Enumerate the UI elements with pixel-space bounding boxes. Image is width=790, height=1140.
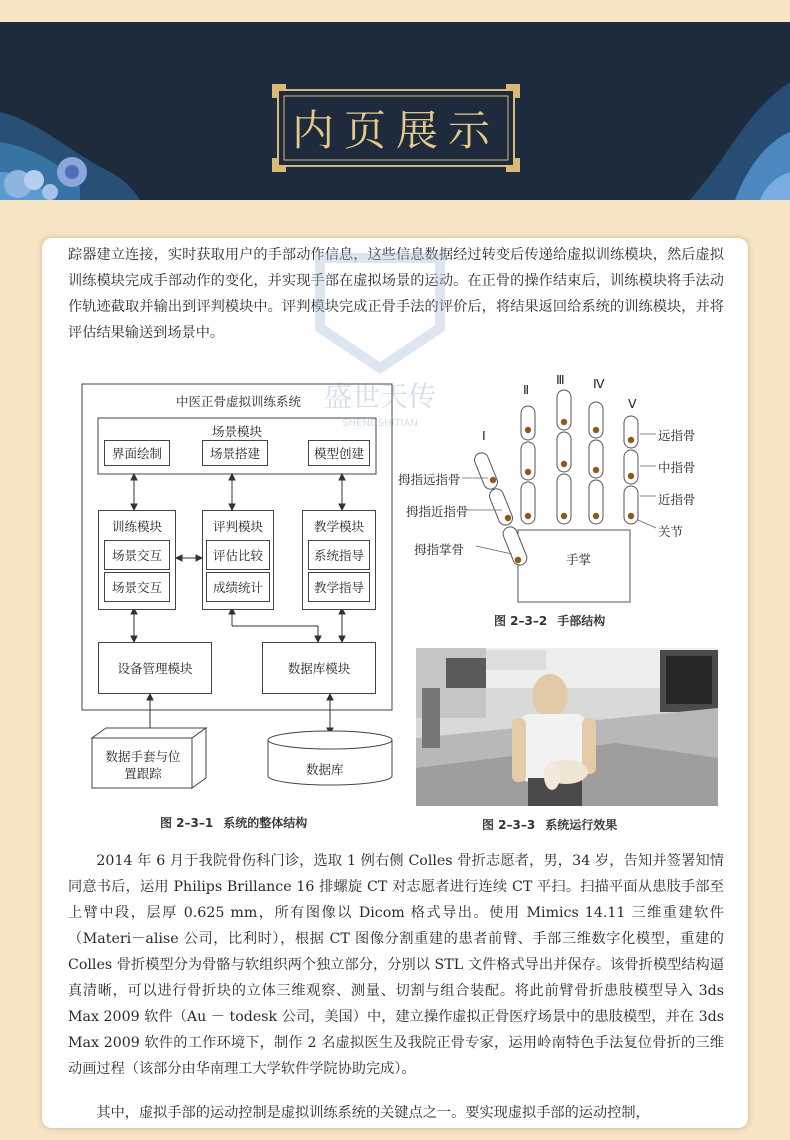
finger-label-4: Ⅳ <box>593 376 605 391</box>
watermark-sub: SHENGSHITIAN <box>342 418 418 429</box>
figure2-caption <box>494 612 605 629</box>
figure3-caption-text: 系统运行效果 <box>545 818 618 832</box>
label-proximal-phalanx: 近指骨 <box>658 492 696 507</box>
title-frame <box>270 82 522 174</box>
finger-label-3: Ⅲ <box>556 372 565 387</box>
teaching-item-2: 教学指导 <box>308 572 370 602</box>
system-title: 中医正骨虚拟训练系统 <box>176 394 302 409</box>
figure1-caption-num: 图 2–3–1 <box>160 816 214 830</box>
device-module: 设备管理模块 <box>98 642 212 694</box>
paragraph-intro: 踪器建立连接，实时获取用户的手部动作信息，这些信息数据经过转变后传递给虚拟训练模块，然后虚拟训练模块完成手部动作的变化，并实现手部在虚拟场景的运动。在正骨的操作结束后，训练模块将手法动作轨迹截取并输出到评判模块中。评判模块完成正骨手法的评价后，将结果返回给系统的训练模块，并将评估结果输送到场景中。 <box>68 247 724 341</box>
header-banner <box>0 22 790 200</box>
label-joint: 关节 <box>658 524 684 539</box>
judge-item-1: 评估比较 <box>206 540 270 570</box>
glove-label: 数据手套与位置跟踪 <box>105 749 181 781</box>
training-module-label: 训练模块 <box>111 519 162 534</box>
scene-item-build: 场景搭建 <box>202 440 268 466</box>
teaching-item-1: 系统指导 <box>308 540 370 570</box>
paragraph-control: 其中，虚拟手部的运动控制是虚拟训练系统的关键点之一。要实现虚拟手部的运动控制， <box>96 1105 650 1121</box>
scene-module-label: 场景模块 <box>212 424 263 439</box>
system-running-photo <box>416 648 718 806</box>
label-thumb-proximal: 拇指近指骨 <box>406 504 469 519</box>
paragraph-method: 2014 年 6 月于我院骨伤科门诊，选取 1 例右侧 Colles 骨折志愿者，男，34 岁，告知并签署知情同意书后，运用 Philips Brillance 16 排螺旋 CT 对志愿者进行连续 CT 平扫。扫描平面从患肢手部至上臂中段，层厚 0.625 mm，所有图像以 Dicom 格式导出。使用 Mimics 14.11 三维重建软件（Materi－alise 公司，比利时），根据 CT 图像分割重建的患者前臂、手部三维数字化模型，重建的 Colles 骨折模型分为骨骼与软组织两个独立部分，分别以 STL 文件格式导出并保存。该骨折模型结构逼真清晰，可以进行骨折块的立体三维观察、测量、切割与组合装配。将此前臂骨折患肢模型导入 3ds Max 2009 软件（Au － todesk 公司，美国）中，建立操作虚拟正骨医疗场景中的患肢模型，并在 3ds Max 2009 软件的工作环境下，制作 2 名虚拟医生及我院正骨专家，运用岭南特色手法复位骨折的三维动画过程（该部分由华南理工大学软件学院协助完成）。 <box>68 853 724 1077</box>
scene-item-ui: 界面绘制 <box>104 440 170 466</box>
finger-label-1: Ⅰ <box>482 428 486 443</box>
teaching-module-label: 教学模块 <box>313 519 364 534</box>
database-label: 数据库 <box>306 762 344 777</box>
judge-module-label: 评判模块 <box>212 519 263 534</box>
watermark-logo <box>300 238 460 438</box>
judge-item-2: 成绩统计 <box>206 572 270 602</box>
training-item-2: 场景交互 <box>104 572 170 602</box>
label-thumb-metacarpal: 拇指掌骨 <box>414 542 465 557</box>
figure1-caption-text: 系统的整体结构 <box>223 816 308 830</box>
label-distal-phalanx: 远指骨 <box>658 428 696 443</box>
figure1-caption <box>160 814 307 831</box>
training-item-1: 场景交互 <box>104 540 170 570</box>
figure3-caption-num: 图 2–3–3 <box>482 818 536 832</box>
label-palm: 手掌 <box>566 552 592 567</box>
label-middle-phalanx: 中指骨 <box>658 460 696 475</box>
finger-label-2: Ⅱ <box>523 382 530 397</box>
watermark-text: 盛世天传 <box>323 380 437 413</box>
figure2-caption-text: 手部结构 <box>557 614 606 628</box>
database-module: 数据库模块 <box>262 642 376 694</box>
figure3-caption <box>482 816 617 833</box>
figure2-caption-num: 图 2–3–2 <box>494 614 548 628</box>
scene-item-model: 模型创建 <box>308 440 370 466</box>
finger-label-5: Ⅴ <box>628 396 637 411</box>
label-thumb-distal: 拇指远指骨 <box>398 472 461 487</box>
photo-render <box>416 648 718 806</box>
top-strip <box>0 0 790 22</box>
page-title: 内页展示 <box>291 106 500 155</box>
